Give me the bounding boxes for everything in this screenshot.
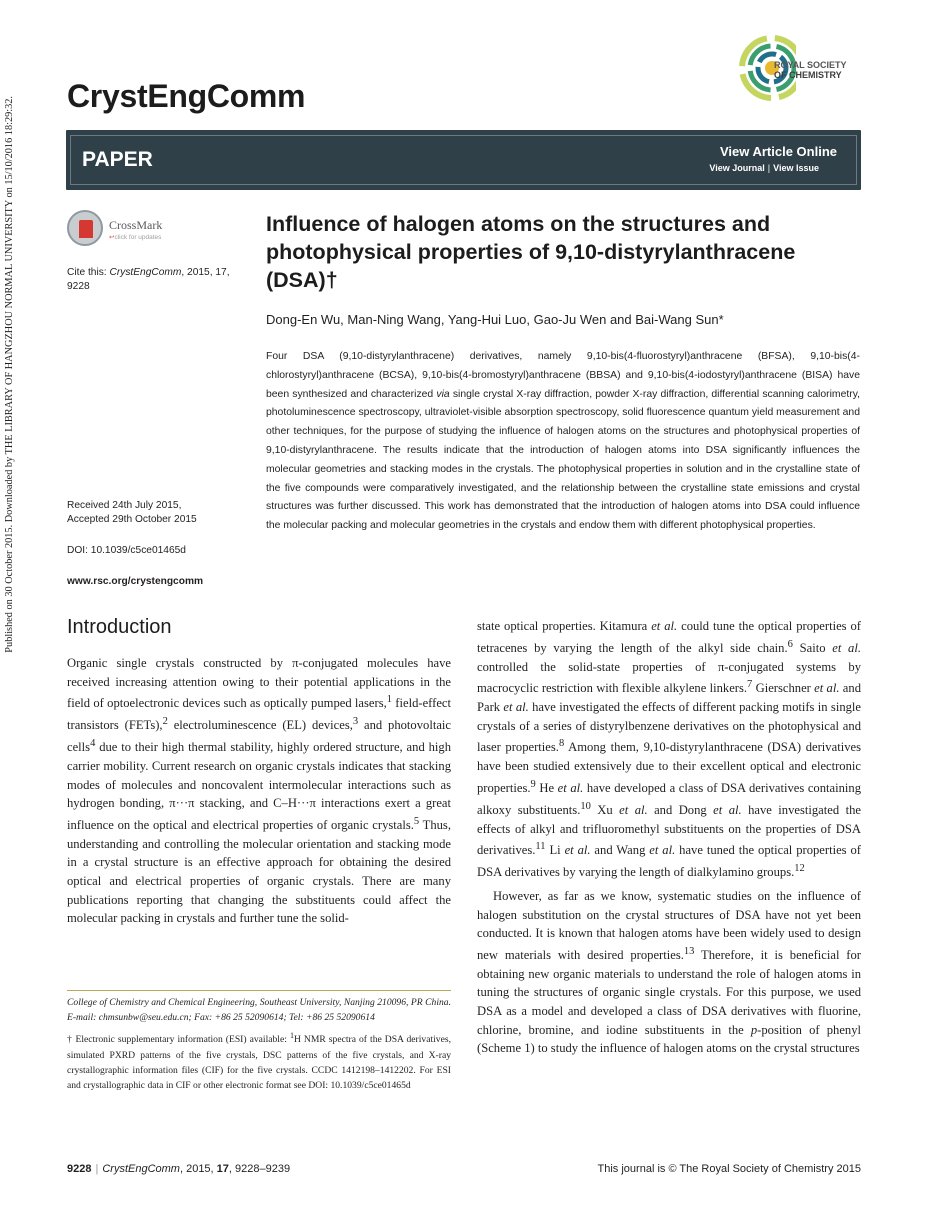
ref-1[interactable]: 1 <box>386 694 392 706</box>
cite-prefix: Cite this: <box>67 267 107 278</box>
ref-13[interactable]: 13 <box>683 945 695 957</box>
et-al: et al. <box>503 700 529 714</box>
rsc-logo-text <box>774 60 847 80</box>
download-watermark <box>4 96 26 706</box>
text-run: state optical properties. Kitamura <box>477 619 652 633</box>
et-al: et al. <box>814 681 840 696</box>
para-position: p <box>750 1022 758 1037</box>
cite-rest: , 2015, 17, <box>181 267 230 278</box>
et-al: et al. <box>713 802 742 817</box>
ref-8[interactable]: 8 <box>558 738 565 750</box>
abstract-part2: single crystal X-ray diffraction, powder X-ray diffraction, differential scanning calorimetry, photoluminescence spectroscopy, ultraviolet-visible absorption spectroscopy, solid fluorescence quantum yield measurement and other techniques, for the purpose of studying the influence of halogen atoms on the structures and photophysical properties of 9,10-distyrylanthracene. The results indicate that the introduction of halogen atoms into DSA significantly influences the molecular geometries and stacking modes in the crystals. The photophysical properties in solution and in the crystalline state of the five compounds were comparatively investigated, and the relationship between the crystalline state emissions and crystal structures was further discussed. This work has demonstrated that the introduction of halogen atoms into DSA could influence the molecular packing and molecular geometries in the crystals and endow them with different photophysical properties. <box>266 388 861 532</box>
intro-paragraph-1 <box>67 654 451 928</box>
page-number: 9228 <box>67 1163 92 1175</box>
footer-pages: , 9228–9239 <box>228 1163 291 1175</box>
crossmark-sub <box>109 233 161 241</box>
introduction-heading: Introduction <box>67 616 172 638</box>
intro-column-1 <box>67 654 451 928</box>
text-run: Organic single crystals constructed by π-conjugated molecules have received increasing attention owing to their potential applications in the field of optoelectronic devices such as optically pumped lasers, <box>67 656 451 711</box>
article-title: Influence of halogen atoms on the structures and photophysical properties of 9,10-distyrylanthracene (DSA)† <box>266 212 796 292</box>
text-run: Li <box>545 843 565 858</box>
text-run: and Dong <box>647 802 714 817</box>
ref-12[interactable]: 12 <box>794 863 805 874</box>
received-date: Received 24th July 2015, <box>67 500 182 511</box>
text-run: and photovoltaic cells <box>67 718 451 755</box>
download-watermark-text: Published on 30 October 2015. Downloaded by THE LIBRARY OF HANGZHOU NORMAL UNIVERSITY on 15/10/2016 18:29:32. <box>4 96 15 653</box>
paper-header-bar <box>66 130 861 190</box>
accepted-date: Accepted 29th October 2015 <box>67 514 197 525</box>
footer-separator: | <box>95 1163 99 1175</box>
footer-volume: 17 <box>216 1163 229 1175</box>
text-run: Among them, 9,10-distyrylanthracene (DSA) derivatives have been studied extensively due to their excellent optical and electronic properties. <box>477 740 861 795</box>
text-run: controlled the solid-state properties of π-conjugated systems by macrocyclic restriction with flexible alkylene linkers. <box>477 659 861 696</box>
footer-left <box>67 1163 290 1175</box>
et-al: et al. <box>832 640 861 655</box>
ref-9[interactable]: 9 <box>530 778 536 790</box>
ref-7[interactable]: 7 <box>747 679 753 691</box>
footer-copyright: This journal is © The Royal Society of Chemistry 2015 <box>597 1163 861 1175</box>
intro-column-2 <box>477 617 861 1058</box>
text-run: have tuned the optical properties of DSA derivatives by varying the length of dialkylamino groups. <box>477 843 861 880</box>
view-links <box>709 163 819 173</box>
paper-bar-frame <box>70 135 857 185</box>
view-article-online-link[interactable]: View Article Online <box>719 144 837 159</box>
text-run: have developed a class of DSA derivatives containing alkoxy substituents. <box>477 781 861 817</box>
abstract-via: via <box>436 388 450 400</box>
ref-10[interactable]: 10 <box>580 800 591 812</box>
affiliation-footnote: College of Chemistry and Chemical Engineering, Southeast University, Nanjing 210096, PR China. E-mail: chmsunbw@seu.edu.cn; Fax: +86 25 52090614; Tel: +86 25 52090614 <box>67 997 451 1024</box>
crossmark-sub-text: click for updates <box>114 234 162 241</box>
ref-3[interactable]: 3 <box>352 716 359 728</box>
et-al: et al. <box>619 802 648 817</box>
intro-paragraph-3 <box>477 887 861 1058</box>
paper-label: PAPER <box>82 148 153 171</box>
et-al: et al. <box>557 781 584 795</box>
intro-paragraph-2 <box>477 617 861 882</box>
text-run: -position of phenyl (Scheme 1) to study the influence of halogen atoms on the crystal structures <box>477 1022 862 1056</box>
cite-page: 9228 <box>67 281 90 292</box>
footnote-divider <box>67 990 451 991</box>
view-issue-link[interactable]: View Issue <box>773 163 819 173</box>
crossmark-icon <box>67 210 103 246</box>
text-run: Thus, understanding and controlling the molecular orientation and stacking mode in a crystal structure is an effective approach for obtaining the desired optical and electrical properties of organic crystals. There are many publications reporting that changing the substituents could affect the molecular packing in crystals and further tune the solid- <box>67 818 451 926</box>
footer-year: , 2015, <box>179 1163 217 1175</box>
text-run: have investigated the effects of alkyl and trifluoromethyl substituents on the properties of DSA derivatives. <box>477 802 861 858</box>
text-run: electroluminescence (EL) devices, <box>167 718 353 733</box>
rsc-logo[interactable] <box>736 28 866 108</box>
abstract-part1: Four DSA (9,10-distyrylanthracene) derivatives, namely 9,10-bis(4-fluorostyryl)anthracene (BFSA), 9,10-bis(4-chlorostyryl)anthracene (BCSA), 9,10-bis(4-bromostyryl)anthracene (BBSA) and 9,10-bis(4-iodostyryl)anthracene (BISA) have been synthesized and characterized <box>266 351 860 400</box>
footnotes <box>67 995 451 1096</box>
text-run: Saito <box>792 640 833 655</box>
view-journal-link[interactable]: View Journal <box>709 163 765 173</box>
text-run: Xu <box>590 802 620 817</box>
text-run: † Electronic supplementary information (ESI) available: <box>67 1034 290 1046</box>
text-run: have investigated the effects of different packing motifs in single crystals of a series of distyrylbenzene derivatives on the photophysical and laser properties. <box>477 700 862 755</box>
ref-6[interactable]: 6 <box>787 638 793 650</box>
text-run: Gierschner <box>752 681 815 696</box>
esi-footnote <box>67 1028 451 1093</box>
link-separator: | <box>767 163 771 173</box>
ref-4[interactable]: 4 <box>90 738 96 749</box>
doi[interactable]: DOI: 10.1039/c5ce01465d <box>67 545 186 556</box>
journal-url[interactable]: www.rsc.org/crystengcomm <box>67 576 204 587</box>
text-run: He <box>535 781 558 795</box>
text-run: field-effect transistors (FETs), <box>67 696 451 733</box>
abstract <box>266 348 860 536</box>
cite-journal: CrystEngComm <box>109 267 182 278</box>
crossmark-arrow-icon: ↩ <box>109 234 115 241</box>
text-run: and Wang <box>590 843 650 858</box>
footer-journal: CrystEngComm <box>102 1163 180 1175</box>
authors: Dong-En Wu, Man-Ning Wang, Yang-Hui Luo, Gao-Ju Wen and Bai-Wang Sun* <box>266 312 724 327</box>
rsc-line2: OF CHEMISTRY <box>774 70 842 80</box>
sup: 1 <box>289 1031 294 1041</box>
ref-5[interactable]: 5 <box>413 815 420 827</box>
rsc-line1: ROYAL SOCIETY <box>774 60 847 70</box>
text-run: H NMR spectra of the DSA derivatives, simulated PXRD patterns of the five crystals, DSC patterns of the five crystals, and X-ray crystallographic information files (CIF) for the five crystals. CCDC 1412198–1412202. For ESI and crystallographic data in CIF or other electronic format see DOI: 10.1039/c5ce01465d <box>67 1034 451 1092</box>
et-al: et al. <box>564 843 591 858</box>
journal-name[interactable]: CrystEngComm <box>67 78 306 114</box>
text-run: and Park <box>477 681 861 714</box>
text-run: However, as far as we know, systematic studies on the influence of halogen substitution on the crystal structures of DSA have not yet been conducted. It is known that halogen atoms have been widely used to design new materials with desired properties. <box>477 888 861 962</box>
ref-11[interactable]: 11 <box>535 841 546 853</box>
text-run: Therefore, it is beneficial for obtaining new organic materials to understand the role of halogen atoms in tuning the structures of organic single crystals. For this purpose, we used DSA as a model and developed a class of DSA derivatives with fluorine, chlorine, bromine, and iodine substituents in the <box>477 948 861 1037</box>
et-al: et al. <box>651 619 678 633</box>
text-run: due to their high thermal stability, highly ordered structure, and high carrier mobility. Current research on organic crystals indicates that stacking modes of molecules and noncovalent intermolecular interactions such as hydrogen bonding, π···π stacking, and C–H···π interactions exert a great influence on the optical and electrical properties of organic crystals. <box>67 740 451 832</box>
et-al: et al. <box>649 843 676 858</box>
text-run: could tune the optical properties of tetracenes by varying the length of the alkyl side chain. <box>477 619 861 655</box>
crossmark-badge[interactable] <box>67 210 187 252</box>
crossmark-label: CrossMark <box>109 218 163 232</box>
cite-this <box>67 266 252 294</box>
ref-2[interactable]: 2 <box>162 716 168 728</box>
